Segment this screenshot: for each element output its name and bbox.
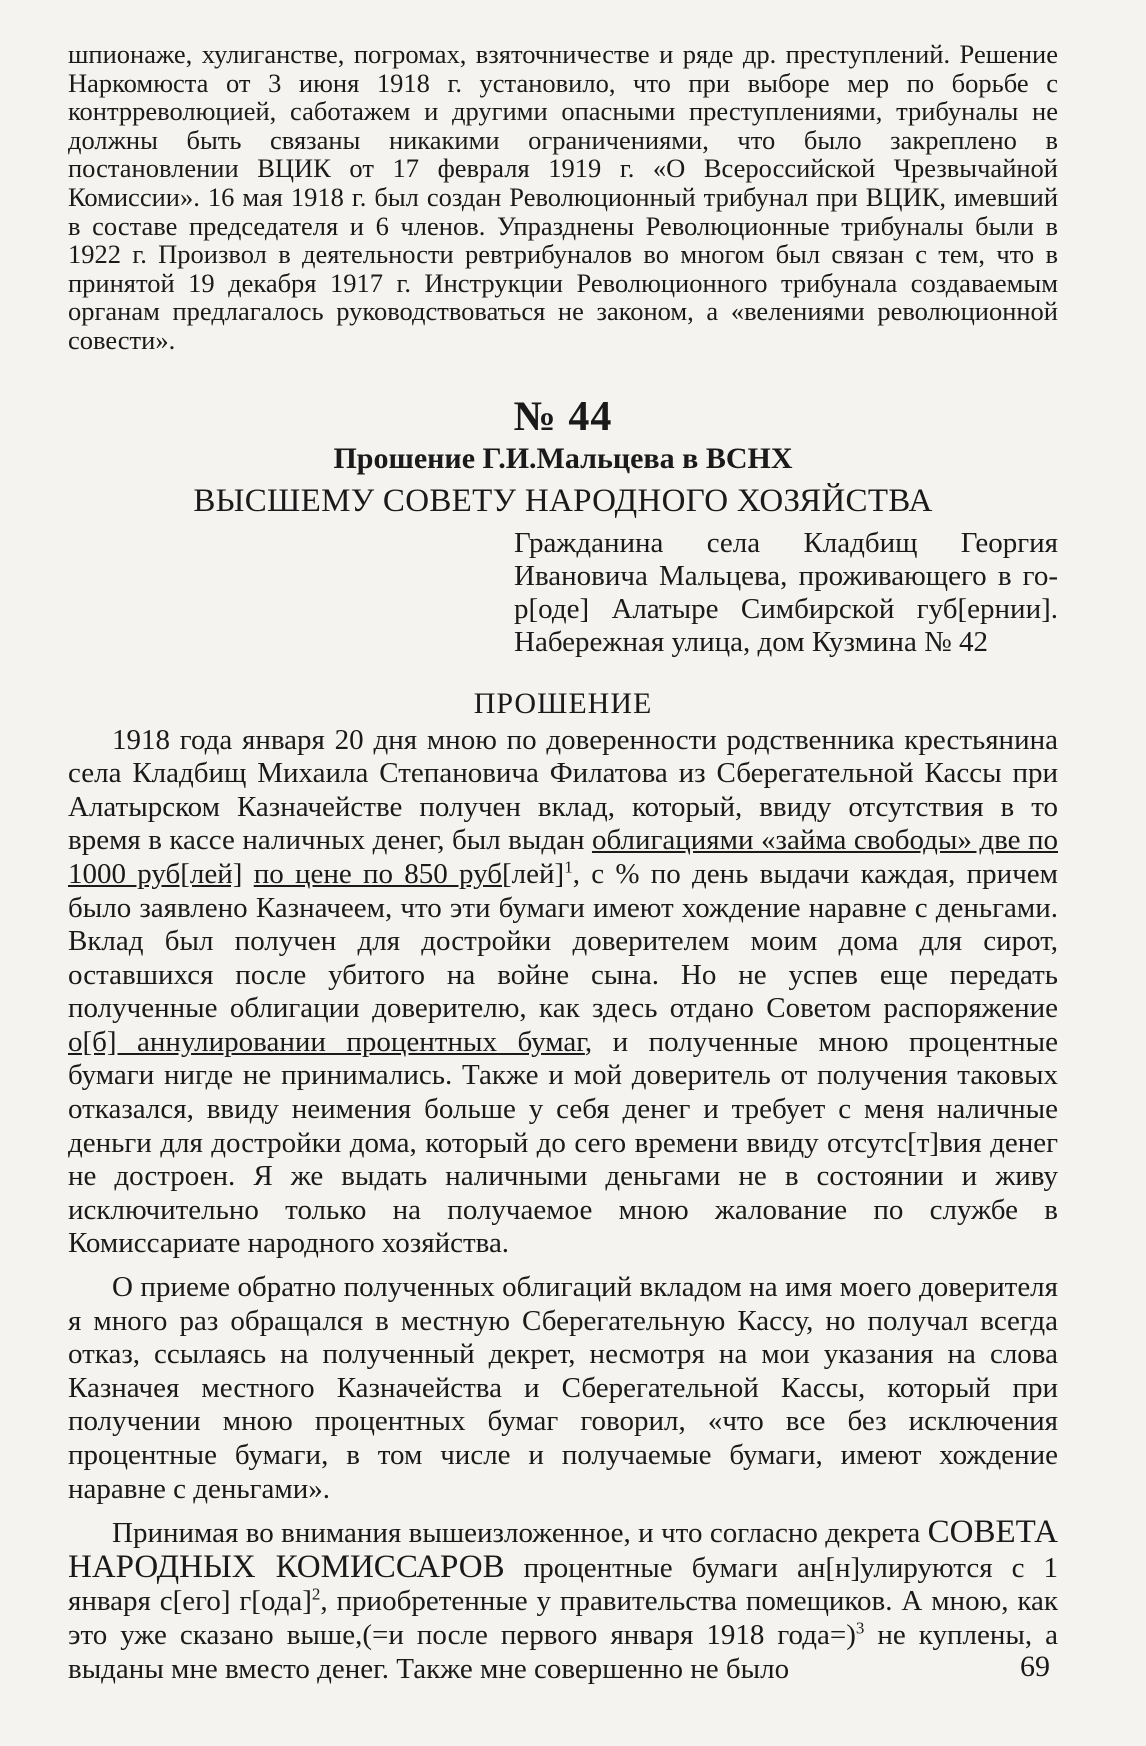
text-run: 1918 года января 20 дня мною по доверенности родственника крестьянина села Кладбищ Михаила Степановича Филатова из Сберегательной Кассы при Алатырском Казначействе получен вклад, который, ввиду отсутствия в то время в кассе наличных денег, был выдан	[68, 723, 1058, 857]
underlined-text: по цене по 850 руб	[253, 857, 503, 890]
text-run: , с % по день выдачи каждая, причем было заявлено Казначеем, что эти бумаги имеют хождение наравне с деньгами. Вклад был получен для достройки доверителем моим дома для сирот, оставшихся после убитого на войне сына. Но не успев еще передать полученные облигации доверителю, как здесь отдано Советом распоряжение	[68, 857, 1059, 1025]
addressee-heading: ВЫСШЕМУ СОВЕТУ НАРОДНОГО ХОЗЯЙСТВА	[193, 482, 933, 519]
body-paragraph-1	[68, 724, 1058, 1262]
page	[68, 40, 1058, 1696]
text-run	[242, 858, 253, 890]
text-run: , приобретенные у правительства помещиков. А мною, как это уже сказано выше,(=и после первого января 1918 года=)	[68, 1585, 1058, 1651]
page-number: 69	[1020, 1650, 1050, 1683]
body-paragraph-3	[68, 1516, 1058, 1686]
text-run: , и полученные мною процентные бумаги нигде не принимались. Также и мой доверитель от получения таковых отказался, ввиду неимения больше у себя денег и требует с меня наличные деньги для достройки дома, который до сего времени ввиду отсутс[т]вия денег не достроен. Я же выдать наличными деньгами не в состоянии и живу исключительно только на получаемое мною жалование по службе в Комиссариате народного хозяйства.	[68, 1025, 1058, 1260]
text-run: Принимая во внимания вышеизложенное, и что согласно декрета	[112, 1517, 928, 1550]
footnote-marker: 2	[311, 1584, 321, 1604]
underlined-text: о[б] аннулировании процентных бумаг	[68, 1025, 585, 1058]
footnote-marker: 3	[855, 1618, 865, 1638]
document-number: № 44	[513, 393, 613, 440]
text-run: процентные бумаги ан[н]улируются с 1 января с[его] г[ода]	[68, 1551, 1059, 1618]
caps-text: СОВЕТА НАРОДНЫХ КОМИССАРОВ	[68, 1514, 1058, 1585]
text-run: [лей]	[502, 857, 565, 890]
sender-block: Гражданина села Кладбищ Георгия Ивановича Мальцева, проживающего в го-р[оде] Алатыре Симбирской губ[ернии]. Набережная улица, дом Кузмина № 42	[514, 526, 1058, 658]
body-paragraph-2: О приеме обратно полученных облигаций вкладом на имя моего доверителя я много раз обращался в местную Сберегательную Кассу, но получал всегда отказ, ссылаясь на полученный декрет, несмотря на мои указания на слова Казначея местного Казначейства и Сберегательной Кассы, который при получении мною процентных бумаг говорил, «что все без исключения процентные бумаги, в том числе и получаемые бумаги, имеют хождение наравне с деньгами».	[68, 1271, 1058, 1505]
text-run: не куплены, а выданы мне вместо денег. Также мне совершенно не было	[68, 1618, 1058, 1685]
petition-title: ПРОШЕНИЕ	[473, 686, 653, 720]
preceding-commentary-paragraph: шпионаже, хулиганстве, погромах, взяточничестве и ряде др. преступлений. Решение Наркомюста от 3 июня 1918 г. установило, что при выборе мер по борьбе с контрреволюцией, саботажем и другими опасными преступлениями, трибуналы не должны быть связаны никакими ограничениями, что было закреплено в постановлении ВЦИК от 17 февраля 1919 г. «О Всероссийской Чрезвычайной Комиссии». 16 мая 1918 г. был создан Революционный трибунал при ВЦИК, имевший в составе председателя и 6 членов. Упразднены Революционные трибуналы были в 1922 г. Произвол в деятельности ревтрибуналов во многом был связан с тем, что в принятой 19 декабря 1917 г. Инструкции Революционного трибунала создаваемым органам предлагалось руководствоваться не законом, а «велениями революционной совести».	[68, 39, 1058, 355]
footnote-marker: 1	[564, 857, 573, 877]
underlined-text: облигациями «займа свободы» две по 1000 руб[лей]	[68, 824, 1058, 890]
document-caption: Прошение Г.И.Мальцева в ВСНХ	[333, 441, 793, 475]
